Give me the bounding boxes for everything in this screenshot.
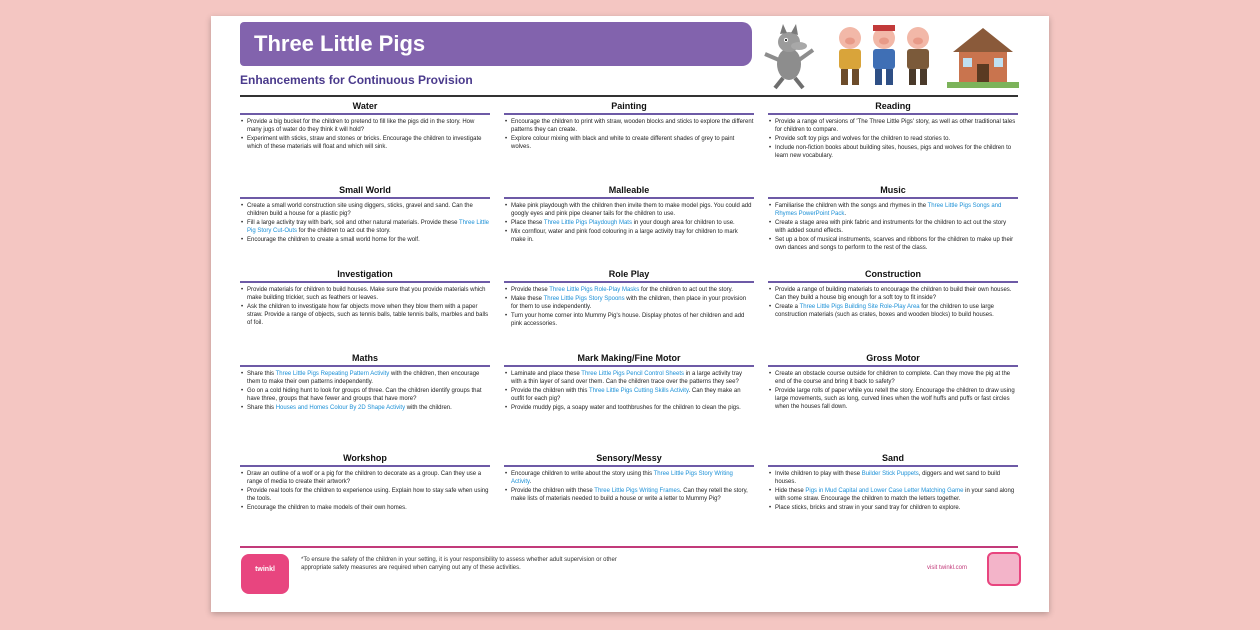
page-subtitle: Enhancements for Continuous Provision: [240, 73, 473, 87]
footer-divider: [240, 546, 1018, 548]
item-text: , diggers and wet sand to build houses.: [775, 471, 1001, 485]
resource-link[interactable]: Three Little Pigs Writing Frames: [594, 488, 680, 494]
section-list: [240, 470, 490, 512]
item-text: Provide muddy pigs, a soapy water and toothbrushes for the children to clean the pigs.: [511, 405, 741, 411]
item-text: Invite children to play with these: [775, 471, 862, 477]
list-item: [768, 236, 1018, 252]
item-text: Make pink playdough with the children then invite them to make model pigs. You could add googly eyes and pink pipe cleaner tails for the children to use.: [511, 203, 752, 217]
list-item: [768, 504, 1018, 512]
resource-link[interactable]: Three Little Pigs Building Site Role-Play Area: [799, 304, 920, 310]
item-text: with the children.: [405, 405, 452, 411]
section-list: [768, 286, 1018, 319]
list-item: [240, 286, 490, 302]
section-list: [504, 470, 754, 503]
title-banner: [240, 22, 752, 66]
item-text: in a large activity tray with a thin layer of sand over them. Can the children trace over the patterns they see?: [511, 371, 743, 385]
section-heading: Workshop: [240, 452, 490, 467]
list-item: [504, 202, 754, 218]
resource-link[interactable]: Three Little Pigs Repeating Pattern Activity: [275, 371, 390, 377]
item-text: Experiment with sticks, straw and stones or bricks. Encourage the children to investigate which of these materials will float and which will sink.: [247, 136, 482, 150]
list-item: [768, 470, 1018, 486]
list-item: [768, 370, 1018, 386]
list-item: [504, 387, 754, 403]
section-list: [504, 286, 754, 328]
section-heading: Malleable: [504, 184, 754, 199]
list-item: [504, 295, 754, 311]
pig-illustration: [901, 24, 935, 90]
item-text: Fill a large activity tray with bark, soil and other natural materials. Provide these: [247, 220, 459, 226]
section-malleable: [504, 184, 754, 266]
section-list: [240, 202, 490, 244]
item-text: Share this: [247, 405, 276, 411]
section-music: [768, 184, 1018, 266]
section-mark-making-fine-motor: [504, 352, 754, 450]
section-list: [240, 370, 490, 412]
item-text: Provide a range of building materials to encourage the children to build their own houses. Can they build a house big enough for a soft toy to fit inside?: [775, 287, 1012, 301]
item-text: with the children, then place in your provision for them to use independently.: [511, 296, 747, 310]
item-text: .: [844, 211, 847, 217]
list-item: [504, 312, 754, 328]
list-item: [768, 303, 1018, 319]
section-heading: Water: [240, 100, 490, 115]
item-text: Ask the children to investigate how far objects move when they blow them with a paper straw. Provide a range of objects, such as tennis balls, table tennis balls, marbles and balls of foil.: [247, 304, 489, 326]
list-item: [240, 236, 490, 244]
item-text: Encourage children to write about the story using this: [511, 471, 654, 477]
list-item: [504, 118, 754, 134]
item-text: Encourage the children to print with straw, wooden blocks and sticks to explore the different patterns they can create.: [511, 119, 754, 133]
item-text: for the children to act out the story.: [639, 287, 733, 293]
section-workshop: [240, 452, 490, 536]
list-item: [768, 144, 1018, 160]
list-item: [240, 387, 490, 403]
pig-illustration: [833, 24, 867, 90]
list-item: [240, 370, 490, 386]
section-list: [240, 118, 490, 151]
footer-url[interactable]: visit twinkl.com: [927, 565, 968, 571]
item-text: Provide these: [511, 287, 550, 293]
list-item: [768, 487, 1018, 503]
item-text: for the children to act out the story.: [297, 228, 391, 234]
item-text: Provide soft toy pigs and wolves for the children to read stories to.: [775, 136, 951, 142]
resource-link[interactable]: Builder Stick Puppets: [861, 471, 919, 477]
section-heading: Mark Making/Fine Motor: [504, 352, 754, 367]
section-water: [240, 100, 490, 182]
pig-illustration: [867, 24, 901, 90]
item-text: Share this: [247, 371, 276, 377]
item-text: Create an obstacle course outside for children to complete. Can they move the pig at the end of the course and bring it back to safety?: [775, 371, 1011, 385]
section-heading: Reading: [768, 100, 1018, 115]
section-sand: [768, 452, 1018, 536]
list-item: [768, 118, 1018, 134]
list-item: [768, 219, 1018, 235]
list-item: [240, 487, 490, 503]
item-text: with the children, then encourage them to make their own patterns independently.: [247, 371, 480, 385]
item-text: Provide large rolls of paper while you retell the story. Encourage the children to draw using large movements, such as long, curved lines when the wolf huffs and puffs or fast circles when the houses fall down.: [775, 388, 1015, 410]
list-item: [240, 404, 490, 412]
section-list: [768, 118, 1018, 160]
twinkl-logo: twinkl: [241, 554, 289, 594]
item-text: Make these: [511, 296, 544, 302]
section-heading: Sensory/Messy: [504, 452, 754, 467]
item-text: Place these: [511, 220, 544, 226]
item-text: Place sticks, bricks and straw in your sand tray for children to explore.: [775, 505, 961, 511]
safety-note: *To ensure the safety of the children in your setting, it is your responsibility to assess whether adult supervision or other appropriate safety measures are required when carrying out any of these activities.: [301, 557, 617, 571]
list-item: [768, 387, 1018, 411]
item-text: Go on a cold hiding hunt to look for groups of three. Can the children identify groups that have three, groups that have fewer and groups that have more?: [247, 388, 482, 402]
item-text: Provide the children with these: [511, 488, 595, 494]
activity-sheet: [211, 16, 1049, 612]
section-heading: Role Play: [504, 268, 754, 283]
section-small-world: [240, 184, 490, 266]
resource-link[interactable]: Three Little Pigs Pencil Control Sheets: [581, 371, 684, 377]
item-text: Familiarise the children with the songs and rhymes in the: [775, 203, 928, 209]
section-list: [504, 118, 754, 151]
item-text: Draw an outline of a wolf or a pig for the children to decorate as a group. Can they use a range of media to create their artwork?: [247, 471, 482, 485]
item-text: Provide a range of versions of 'The Three Little Pigs' story, as well as other traditional tales for children to compare.: [775, 119, 1016, 133]
list-item: [240, 118, 490, 134]
item-text: Set up a box of musical instruments, scarves and ribbons for the children to make up their own dances and songs to perform to the rest of the class.: [775, 237, 1014, 251]
list-item: [768, 202, 1018, 218]
item-text: Hide these: [775, 488, 806, 494]
section-gross-motor: [768, 352, 1018, 450]
item-text: . Can they make an outfit for each pig?: [511, 388, 741, 402]
list-item: [240, 202, 490, 218]
item-text: Create a stage area with pink fabric and instruments for the children to act out the story with added sound effects.: [775, 220, 1007, 234]
item-text: . Can they retell the story, make lists of materials needed to build a house or write a letter to Mummy Pig?: [511, 488, 748, 502]
list-item: [504, 404, 754, 412]
twinkl-badge-icon: [987, 552, 1021, 586]
section-heading: Painting: [504, 100, 754, 115]
item-text: Turn your home corner into Mummy Pig's house. Display photos of her children and add pink accessories.: [511, 313, 745, 327]
list-item: [504, 370, 754, 386]
section-list: [768, 470, 1018, 512]
list-item: [240, 470, 490, 486]
section-investigation: [240, 268, 490, 350]
section-reading: [768, 100, 1018, 182]
resource-link[interactable]: Three Little Pigs Role-Play Masks: [549, 287, 640, 293]
list-item: [504, 487, 754, 503]
section-sensory-messy: [504, 452, 754, 536]
header-divider: [240, 95, 1018, 97]
item-text: Provide a big bucket for the children to pretend to fill like the pigs did in the story. How many jugs of water do they think it will hold?: [247, 119, 475, 133]
section-list: [504, 370, 754, 412]
section-role-play: [504, 268, 754, 350]
provision-grid: [240, 100, 1018, 542]
section-maths: [240, 352, 490, 450]
item-text: Explore colour mixing with black and white to create different shades of grey to paint wolves.: [511, 136, 735, 150]
resource-link[interactable]: Three Little Pigs Cutting Skills Activity: [588, 388, 689, 394]
item-text: Encourage the children to make models of their own homes.: [247, 505, 407, 511]
resource-link[interactable]: Three Little Pig Story Cut-Outs: [247, 220, 489, 234]
item-text: Provide the children with this: [511, 388, 589, 394]
section-heading: Investigation: [240, 268, 490, 283]
section-list: [504, 202, 754, 244]
resource-link[interactable]: Pigs in Mud Capital and Lower Case Letter Matching Game: [805, 488, 964, 494]
item-text: Create a: [775, 304, 800, 310]
list-item: [504, 219, 754, 227]
item-text: Provide real tools for the children to experience using. Explain how to stay safe when using the tools.: [247, 488, 489, 502]
section-list: [768, 202, 1018, 252]
section-heading: Music: [768, 184, 1018, 199]
list-item: [768, 286, 1018, 302]
section-heading: Gross Motor: [768, 352, 1018, 367]
wolf-illustration: [759, 24, 819, 90]
resource-link[interactable]: Houses and Homes Colour By 2D Shape Activity: [275, 405, 406, 411]
list-item: [504, 228, 754, 244]
item-text: in your dough area for children to use.: [631, 220, 735, 226]
list-item: [240, 303, 490, 327]
section-list: [240, 286, 490, 327]
item-text: .: [529, 479, 532, 485]
resource-link[interactable]: Three Little Pigs Songs and Rhymes PowerPoint Pack: [775, 203, 1002, 217]
list-item: [768, 135, 1018, 143]
list-item: [240, 504, 490, 512]
list-item: [504, 135, 754, 151]
item-text: Mix cornflour, water and pink food colouring in a large activity tray for children to mark make in.: [511, 229, 738, 243]
resource-link[interactable]: Three Little Pigs Playdough Mats: [543, 220, 632, 226]
section-painting: [504, 100, 754, 182]
item-text: Include non-fiction books about building sites, houses, pigs and wolves for the children to learn new vocabulary.: [775, 145, 1012, 159]
section-heading: Small World: [240, 184, 490, 199]
list-item: [504, 286, 754, 294]
item-text: in your sand along with some straw. Encourage the children to match the letters together.: [775, 488, 1015, 502]
item-text: Encourage the children to create a small world home for the wolf.: [247, 237, 420, 243]
list-item: [240, 135, 490, 151]
section-construction: [768, 268, 1018, 350]
brick-house-illustration: [947, 24, 1019, 90]
resource-link[interactable]: Three Little Pigs Story Writing Activity: [511, 471, 733, 485]
list-item: [504, 470, 754, 486]
page-title: Three Little Pigs: [254, 31, 426, 56]
section-heading: Construction: [768, 268, 1018, 283]
resource-link[interactable]: Three Little Pigs Story Spoons: [543, 296, 625, 302]
list-item: [240, 219, 490, 235]
item-text: Create a small world construction site using diggers, sticks, gravel and sand. Can the children build a house for a plastic pig?: [247, 203, 473, 217]
section-heading: Maths: [240, 352, 490, 367]
item-text: for the children to use large construction materials (such as crates, boxes and wooden blocks) to build houses.: [775, 304, 995, 318]
item-text: Laminate and place these: [511, 371, 582, 377]
section-heading: Sand: [768, 452, 1018, 467]
section-list: [768, 370, 1018, 411]
item-text: Provide materials for children to build houses. Make sure that you provide materials which make building trickier, such as feathers or leaves.: [247, 287, 486, 301]
